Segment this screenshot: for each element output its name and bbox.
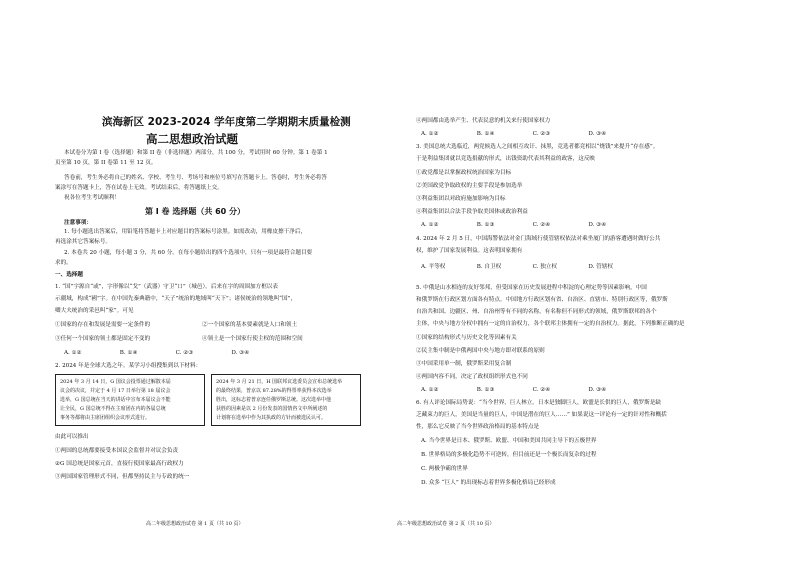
option-d[interactable]: D. ③④: [588, 387, 607, 393]
q1-options: [64, 350, 285, 356]
q3-item: ②美国政党争取政权的主要手段是参加选举: [416, 183, 523, 189]
option-a[interactable]: A. ①②: [421, 131, 439, 137]
material-line: 2024 年 3 月 14 日，G 国议会投票通过解散本届: [60, 379, 171, 385]
q5-item: ③中国采用单一制，俄罗斯采用复合制: [416, 361, 512, 367]
question-1-line: 卿大夫统治的采邑叫“家”。可见: [55, 308, 134, 314]
option-c[interactable]: C. ②③: [175, 350, 194, 356]
q2-options: [421, 131, 642, 137]
option-c[interactable]: C. ②④: [532, 387, 551, 393]
intro-line: 祝各位考生考试顺利！: [64, 195, 120, 201]
option-b[interactable]: B. ①④: [476, 131, 495, 137]
question-5-line: 和俄罗斯在行政区划方面各有特点。中国地方行政区划有省、自治区、直辖市、特别行政区等，俄罗斯: [416, 297, 668, 303]
intro-line: 本试卷分为第 I 卷（选择题）和第 II 卷（非选择题）两部分，共 100 分，考试用时 60 分钟。第 1 卷第 1: [64, 150, 328, 156]
question-4-line: 权，维护了国家发展利益。这表明国家拥有: [416, 248, 523, 254]
notice-line: 1. 每小题选出答案后，用铅笔将答题卡上对应题目的答案标号涂黑。如需改动，用橡皮擦干净后，: [64, 229, 307, 235]
option-d[interactable]: D. ③④: [231, 350, 250, 356]
material-line: 获胜的因素是以 2 月份发表的国情咨文中所阐述的: [216, 406, 328, 412]
option-d[interactable]: D. 管辖权: [588, 264, 613, 270]
page-footer: 高二年级思想政治试卷 第 1 页（共 10 页）: [146, 521, 244, 527]
option-d[interactable]: D. ③④: [588, 131, 607, 137]
question-5-line: 自治共和国、边疆区、州、自治州等有不同的名称，有名称但不同形式的领域，俄罗斯联邦的各个: [416, 309, 657, 315]
material-line: 胜出，这标志着普京连任俄罗斯总统。这次选举中他: [216, 397, 332, 403]
option-c[interactable]: C. 独立权: [532, 264, 557, 270]
part-heading: 一、选择题: [55, 272, 83, 278]
page-footer: 高二年级思想政治试卷 第 2 页（共 10 页）: [397, 521, 495, 527]
material-line: 的最终结果，普京以 87.28%的得票率获得本次选举: [216, 388, 332, 394]
q3-options: [421, 222, 642, 228]
material-line: 议会的决议，并定于 4 月 17 日举行第 18 届议会: [60, 388, 171, 394]
exam-title: 滨海新区 2023-2024 学年度第二学期期末质量检测: [102, 116, 351, 128]
question-1-line: 1. “国”字源自“或”，字形像以“戈”（武器）守卫“口”（城邑）。后来在字的周围加方框以表: [55, 284, 278, 290]
q3-item: ①政党都是以掌握政权统治国家为目标: [416, 170, 512, 176]
option-b[interactable]: B. ①③: [476, 387, 495, 393]
q5-options: [421, 387, 642, 393]
q2-item: ①两国的总统都要接受本国议会监督并对议会负责: [55, 448, 179, 454]
material-line: 2024 年 3 月 21 日，H 国联邦议选委员会宣布总统选举: [216, 379, 343, 385]
intro-line: 案涂写在答题卡上，答在试卷上无效。考试结束后，将答题纸上交。: [55, 185, 223, 191]
q2-conclusion: 由此可以推出: [55, 434, 89, 440]
question-6-line: 性，那么它反映了当今世界政治格局的基本特点是: [416, 424, 540, 430]
question-3-line: 3. 美国总统大选临近，两党候选人之间相互攻讦、抹黑，竞选者都竞相以“烧钱”来提升“存在感”。: [416, 144, 659, 150]
notice-line: 求的。: [55, 260, 72, 266]
option-d[interactable]: D. ③④: [588, 222, 607, 228]
right-page: [397, 0, 794, 562]
intro-line: 页至第 10 页，第 II 卷第 11 至 12 页。: [55, 160, 157, 166]
question-5-line: 5. 中俄是山水相连的友好邻邦，但受国家在历史发展进程中积淀的心理定势等因素影响，中国: [416, 285, 647, 291]
material-box-1: [55, 374, 205, 426]
q5-item: ④两国内容不同，决定了政权组织形式也不同: [416, 374, 528, 380]
q2-item: ②G 国总统是国家元首，直接行使国家最高行政权力: [55, 461, 184, 467]
material-box-2: [211, 374, 361, 426]
option-b[interactable]: B. 自卫权: [476, 264, 502, 270]
notice-line: 再选涂其它答案标号。: [55, 239, 111, 245]
q6-option[interactable]: C. 两极争霸的世界: [421, 466, 468, 472]
option-a[interactable]: A. 平等权: [421, 264, 446, 270]
notice-line: 2. 本卷共 20 小题，每小题 3 分，共 60 分。在每小题给出的四个选项中，只有一项是最符合题目要: [64, 250, 313, 256]
question-1-line: 示疆域，构成“國”字。在中国先秦典籍中，“天子”统治的地域叫“天下”；诸侯统治的领地叫“国”，: [55, 296, 297, 302]
question-6-line: 乏藏束力的巨人，美国是当量的巨人，中国是潜在的巨人……” 如果说这一评论有一定的针对性和概括: [416, 412, 667, 418]
material-line: 让全民，G 国总统不得在主席团在内的各届总统: [60, 406, 166, 412]
question-2-line: 2. 2024 年是全球大选之年。某学习小组搜集到以下材料：: [55, 363, 202, 369]
q2-item: ④两国都由选举产生、代表民意的机关来行使国家权力: [416, 118, 551, 124]
section-title: 第 I 卷 选择题（共 60 分）: [145, 207, 246, 216]
material-line: 选举，G 国总统在当天的讲话中宣布本届议会不能: [60, 397, 171, 403]
question-3-line: 于是利益集团就以竞选捐献的形式，出钱资助代表其利益的政客，这反映: [416, 156, 596, 162]
q5-item: ①国家的结构形式与历史文化等因素有关: [416, 335, 517, 341]
q5-item: ②民主集中制是中俄两国中央与地方即对联系的原则: [416, 348, 545, 354]
option-a[interactable]: A. ①②: [421, 387, 439, 393]
material-line: 事务等都将由主席团组织会议形式进行。: [60, 415, 151, 421]
intro-line: 答卷前，考生务必将自己的姓名、学校、考生号、考场号和座位号填写在答题卡上。答卷时，考生务必将答: [64, 175, 327, 181]
q2-item: ③两国国家管理形式不同，但都坚持民主与专政的统一: [55, 474, 190, 480]
question-5-line: 主体，中央与地方分权中拥有一定的自治权力，各个联邦主体拥有一定的自治权力。据此，下列推断正确的是: [416, 321, 685, 327]
option-c[interactable]: C. ②④: [532, 222, 551, 228]
q3-item: ③利益集团以对政府施加影响为目标: [416, 196, 506, 202]
question-4-line: 4. 2024 年 2 月 5 日，中国海警依法对金门海域行使管辖权依法对乘坐厦门的游客遭遇时做好公共: [416, 236, 661, 242]
q1-item: ①国家的存在和发展是需要一定条件的: [55, 322, 151, 328]
option-b[interactable]: B. ①④: [119, 350, 138, 356]
material-line: 计划将在选举中作为其执政的方针而被选民认可。: [216, 415, 327, 421]
q1-item: ④领土是一个国家行使主权的范围和空间: [202, 336, 303, 342]
option-b[interactable]: B. ①③: [476, 222, 495, 228]
question-6-line: 6. 有人评论国际局势说：“当今世界，巨人林立。日本是独脚巨人，欧盟是长供的巨人，俄罗斯是缺: [416, 400, 661, 406]
q6-option[interactable]: B. 世界格局的多极化趋势不可逆转，但目前还是一个极长而复杂的过程: [421, 452, 597, 458]
q3-item: ④利益集团以合法手段争取美国体或政治利益: [416, 209, 528, 215]
q6-option[interactable]: A. 当今世界是日本、俄罗斯、欧盟、中国和美国共同主导下的五极世界: [421, 438, 597, 444]
q4-options: [421, 262, 642, 270]
notice-title: 注意事项：: [64, 220, 92, 226]
exam-subtitle: 高二思想政治试题: [146, 132, 238, 146]
option-a[interactable]: A. ①②: [64, 350, 82, 356]
q1-item: ③任何一个国家的领土都是固定不变的: [55, 336, 151, 342]
q1-item: ②一个国家的基本要素就是人口和领土: [202, 322, 298, 328]
q6-option[interactable]: D. 众多 “巨人” 的出现标志着世界多极化格局已经形成: [421, 480, 556, 486]
option-a[interactable]: A. ①②: [421, 222, 439, 228]
option-c[interactable]: C. ②③: [532, 131, 551, 137]
